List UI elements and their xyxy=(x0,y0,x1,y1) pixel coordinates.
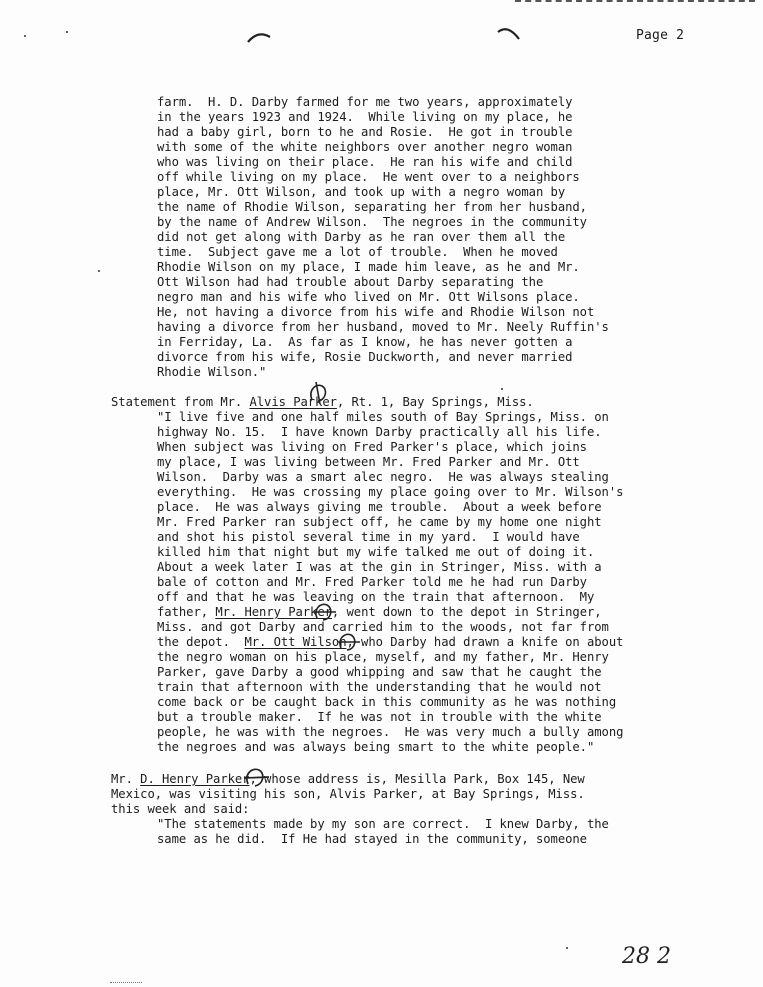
handwritten-circle-mark xyxy=(306,380,332,406)
text-line: same as he did. If He had stayed in the community, someone xyxy=(157,832,587,846)
text-line: the negroes and was always being smart to the white people." xyxy=(157,740,595,754)
heading-prefix: Statement from Mr. xyxy=(111,395,250,409)
text-line: "I live five and one half miles south of Bay Springs, Miss. on xyxy=(157,410,609,424)
scan-speck xyxy=(24,35,26,37)
text-line: the name of Rhodie Wilson, separating her from her husband, xyxy=(157,200,587,214)
text-line: come back or be caught back in this community as he was nothing xyxy=(157,695,617,709)
text-line: train that afternoon with the understanding that he would not xyxy=(157,680,602,694)
text-line: had a baby girl, born to he and Rosie. He got in trouble xyxy=(157,125,573,139)
text-line: Mexico, was visiting his son, Alvis Parker, at Bay Springs, Miss. xyxy=(111,787,585,801)
underlined-name: D. Henry Parker xyxy=(140,772,250,786)
text-line: having a divorce from her husband, moved to Mr. Neely Ruffin's xyxy=(157,320,609,334)
underlined-name: Mr. Ott Wilson xyxy=(244,635,347,649)
text-line: He, not having a divorce from his wife and Rhodie Wilson not xyxy=(157,305,595,319)
scan-speck xyxy=(566,947,568,949)
text-line: "The statements made by my son are correct. I knew Darby, the xyxy=(157,817,609,831)
text-line: everything. He was crossing my place going over to Mr. Wilson's xyxy=(157,485,624,499)
text-line: Parker, gave Darby a good whipping and saw that he caught the xyxy=(157,665,602,679)
text-line: in Ferriday, La. As far as I know, he has never gotten a xyxy=(157,335,573,349)
text-line: About a week later I was at the gin in Stringer, Miss. with a xyxy=(157,560,602,574)
text-line: highway No. 15. I have known Darby practically all his life. xyxy=(157,425,602,439)
text-line: divorce from his wife, Rosie Duckworth, and never married xyxy=(157,350,573,364)
text-line: did not get along with Darby as he ran over them all the xyxy=(157,230,566,244)
margin-handwritten-note: 28 2 xyxy=(622,944,671,969)
text-line xyxy=(157,635,623,650)
text-line: the negro woman on his place, myself, and my father, Mr. Henry xyxy=(157,650,609,664)
text-line: Mr. Fred Parker ran subject off, he came by my home one night xyxy=(157,515,602,529)
text-line: farm. H. D. Darby farmed for me two years, approximately xyxy=(157,95,573,109)
text-line: by the name of Andrew Wilson. The negroes in the community xyxy=(157,215,587,229)
heading-suffix: , Rt. 1, Bay Springs, Miss. xyxy=(336,395,534,409)
statement-heading xyxy=(111,772,585,787)
text-line: with some of the white neighbors over another negro woman xyxy=(157,140,573,154)
text-line: my place, I was living between Mr. Fred Parker and Mr. Ott xyxy=(157,455,580,469)
punch-mark-left xyxy=(246,30,272,44)
text-line: who was living on their place. He ran his wife and child xyxy=(157,155,573,169)
text-line: this week and said: xyxy=(111,802,250,816)
line-suffix: , went down to the depot in Stringer, xyxy=(331,605,602,619)
text-line: Miss. and got Darby and carried him to the woods, not far from xyxy=(157,620,609,634)
punch-mark-right xyxy=(496,26,522,42)
text-line: bale of cotton and Mr. Fred Parker told me he had run Darby xyxy=(157,575,587,589)
text-line: people, he was with the negroes. He was very much a bully among xyxy=(157,725,624,739)
text-line: off and that he was leaving on the train that afternoon. My xyxy=(157,590,595,604)
text-line: place. He was always giving me trouble. About a week before xyxy=(157,500,602,514)
line-prefix: father, xyxy=(157,605,216,619)
text-line: Ott Wilson had had trouble about Darby separating the xyxy=(157,275,544,289)
scan-speck xyxy=(501,388,503,390)
top-edge-dashes xyxy=(515,0,755,6)
line-prefix: the depot. xyxy=(157,635,245,649)
line-suffix: , who Darby had drawn a knife on about xyxy=(346,635,624,649)
text-line: negro man and his wife who lived on Mr. Ott Wilsons place. xyxy=(157,290,580,304)
text-line: killed him that night but my wife talked me out of doing it. xyxy=(157,545,595,559)
underlined-name: Mr. Henry Parker xyxy=(215,605,332,619)
text-line xyxy=(157,605,602,620)
text-line: place, Mr. Ott Wilson, and took up with a negro woman by xyxy=(157,185,566,199)
text-line: Wilson. Darby was a smart alec negro. He was always stealing xyxy=(157,470,609,484)
text-line: and shot his pistol several time in my yard. I would have xyxy=(157,530,580,544)
text-line: time. Subject gave me a lot of trouble. When he moved xyxy=(157,245,558,259)
underlined-name: Alvis Parker xyxy=(249,395,337,409)
text-line: When subject was living on Fred Parker's place, which joins xyxy=(157,440,587,454)
text-line: Rhodie Wilson." xyxy=(157,365,267,379)
text-line: Rhodie Wilson on my place, I made him leave, as he and Mr. xyxy=(157,260,580,274)
text-line: but a trouble maker. If he was not in trouble with the white xyxy=(157,710,602,724)
text-line: off while living on my place. He went over to a neighbors xyxy=(157,170,580,184)
bottom-edge-dots xyxy=(110,982,142,985)
heading-prefix: Mr. xyxy=(111,772,141,786)
heading-suffix: , whose address is, Mesilla Park, Box 145, New xyxy=(249,772,585,786)
scan-speck xyxy=(98,270,100,272)
scan-speck xyxy=(66,31,68,33)
page-number: Page 2 xyxy=(636,28,685,43)
text-line: in the years 1923 and 1924. While living on my place, he xyxy=(157,110,573,124)
